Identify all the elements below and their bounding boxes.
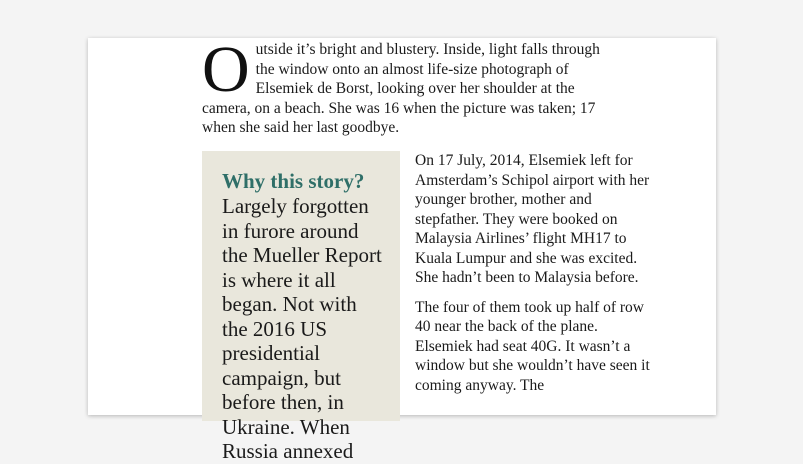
- intro-text: utside it’s bright and blustery. Inside, light falls through the window onto an almost life-size photograph of Elsemiek de Borst, looking over her shoulder at the camera, on a beach. She was 16 when the picture was taken; 17 when she said her last goodbye.: [202, 41, 600, 136]
- drop-cap: O: [202, 33, 250, 106]
- sidebar-text: Largely forgotten in furore around the Mueller Report is where it all began. Not with the 2016 US presidential campaign, but before then, in Ukraine. When Russia annexed: [222, 194, 382, 463]
- intro-paragraph: [202, 33, 622, 138]
- body-paragraph-1: On 17 July, 2014, Elsemiek left for Amsterdam’s Schipol airport with her younger brother, mother and stepfather. They were booked on Malaysia Airlines’ flight MH17 to Kuala Lumpur and she was excited. She hadn’t been to Malaysia before.: [415, 152, 650, 286]
- sidebar-title: Why this story?: [222, 169, 365, 193]
- why-this-story-sidebar: [202, 151, 400, 463]
- body-paragraph-2: The four of them took up half of row 40 near the back of the plane. Elsemiek had seat 40G. It wasn’t a window but she wouldn’t have seen it coming anyway. The: [415, 298, 650, 394]
- article-page: [88, 33, 716, 463]
- body-column: [415, 151, 655, 405]
